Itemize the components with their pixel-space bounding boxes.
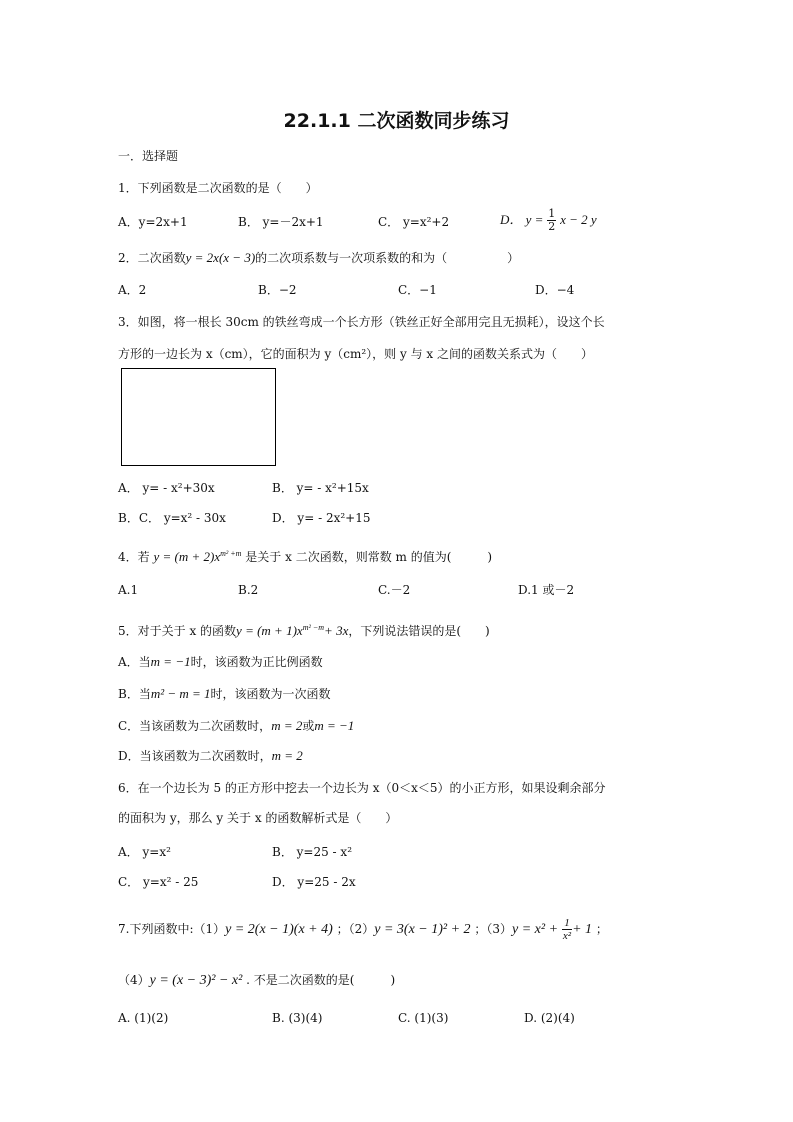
question-7-option-c: C. (1)(3): [398, 1011, 449, 1025]
question-6-option-d: D． y=25 - 2x: [272, 875, 356, 889]
question-1-option-a: A．y=2x+1: [118, 215, 188, 229]
question-5-option-b-suffix: 时，该函数为一次函数: [210, 687, 331, 701]
question-1-option-d-suffix: x − 2 y: [560, 212, 597, 227]
question-3-line-1: 3．如图，将一根长 30cm 的铁丝弯成一个长方形（铁丝正好全部用完且无损耗），设这个长: [118, 315, 605, 329]
question-5-option-d-math: m = 2: [271, 748, 303, 763]
question-5-stem-exponent: m² −m: [302, 623, 325, 632]
question-7-sep-4: ；: [595, 922, 608, 936]
question-2-stem-math: y = 2x(x − 3): [185, 250, 256, 265]
question-4-stem-exponent: m² +m: [220, 549, 242, 558]
question-1-option-b: B． y=－2x+1: [238, 215, 324, 229]
question-4-stem: [118, 546, 492, 565]
question-6-option-b: B． y=25 - x²: [272, 845, 352, 859]
question-5-option-a-math: m = −1: [150, 654, 191, 669]
question-7-function-3: y = x² +: [512, 922, 559, 937]
question-3-option-d: D． y= - 2x²+15: [272, 511, 371, 525]
question-6-option-a: A． y=x²: [118, 845, 171, 859]
question-5-option-c-math-1: m = 2: [271, 718, 303, 733]
fraction-numerator: 1: [548, 207, 556, 220]
question-7-function-3-tail: + 1: [572, 922, 593, 937]
question-5-option-c-prefix: C．当该函数为二次函数时，: [118, 719, 272, 733]
question-1-option-d: [500, 208, 597, 233]
section-heading: 一．选择题: [118, 149, 179, 163]
question-2-option-a: A．2: [118, 283, 147, 297]
question-1-stem: 1．下列函数是二次函数的是（ ）: [118, 181, 318, 195]
question-3-line-2: 方形的一边长为 x（cm），它的面积为 y（cm²），则 y 与 x 之间的函数关系式为（ ）: [118, 347, 593, 361]
fraction-denominator: 2: [548, 220, 556, 233]
question-5-option-b: [118, 686, 331, 702]
question-4-stem-suffix: 是关于 x 二次函数，则常数 m 的值为( ): [245, 550, 493, 564]
question-5-option-b-prefix: B．当: [118, 687, 151, 701]
question-5-stem-prefix: 5．对于关于 x 的函数: [118, 624, 237, 638]
rectangle-figure: [121, 368, 276, 466]
question-7-line-1: [118, 914, 608, 945]
question-6-option-c: C． y=x² - 25: [118, 875, 199, 889]
question-7-prefix: 7.下列函数中:（1）: [118, 922, 226, 936]
question-3-option-b: B． y= - x²+15x: [272, 481, 369, 495]
question-3-option-a: A． y= - x²+30x: [118, 481, 215, 495]
question-5-option-a: [118, 654, 323, 670]
question-2-stem-suffix: 的二次项系数与一次项系数的和为（ ）: [255, 251, 520, 265]
page-title: 22.1.1 二次函数同步练习: [283, 110, 510, 132]
question-7-function-1: y = 2(x − 1)(x + 4): [225, 922, 333, 937]
question-7-line-2-suffix: . 不是二次函数的是( ): [246, 973, 396, 987]
question-5-option-a-prefix: A．当: [118, 655, 151, 669]
question-4-option-b: B.2: [238, 583, 259, 597]
question-4-option-d: D.1 或－2: [518, 583, 575, 597]
question-5-option-c: [118, 718, 354, 734]
question-7-option-a: A. (1)(2): [118, 1011, 169, 1025]
question-2-option-c: C．−1: [398, 283, 437, 297]
question-1-option-d-fraction: [547, 208, 556, 233]
question-1-option-d-prefix: D． y =: [500, 212, 544, 227]
fraction-denominator: x²: [562, 930, 572, 942]
question-4-stem-prefix: 4．若: [118, 550, 150, 564]
question-4-option-a: A.1: [118, 583, 139, 597]
question-5-option-b-math: m² − m = 1: [150, 686, 211, 701]
question-2-option-d: D．−4: [535, 283, 575, 297]
question-5-option-a-suffix: 时，该函数为正比例函数: [190, 655, 323, 669]
question-2-stem-prefix: 2．二次函数: [118, 251, 186, 265]
question-7-line-2-prefix: （4）: [118, 973, 150, 987]
question-7-function-2: y = 3(x − 1)² + 2: [374, 922, 471, 937]
question-6-line-1: 6．在一个边长为 5 的正方形中挖去一个边长为 x（0＜x＜5）的小正方形，如果设剩余部分: [118, 781, 606, 795]
question-4-stem-math: y = (m + 2)x: [153, 549, 221, 564]
question-5-stem-math-2: + 3x: [324, 623, 349, 638]
question-5-stem-math: y = (m + 1)x: [236, 623, 303, 638]
question-5-option-d-prefix: D．当该函数为二次函数时，: [118, 749, 272, 763]
question-5-option-d: [118, 748, 303, 764]
question-7-line-2: [118, 972, 395, 989]
question-5-stem-suffix: ，下列说法错误的是( ): [348, 624, 490, 638]
question-5-option-c-math-2: m = −1: [314, 718, 355, 733]
question-7-sep-3: ；（3）: [474, 922, 513, 936]
question-7-function-4: y = (x − 3)² − x²: [149, 973, 243, 988]
question-4-option-c: C.－2: [378, 583, 411, 597]
question-5-stem: [118, 620, 490, 639]
question-3-option-c: B．C． y=x² - 30x: [118, 511, 226, 525]
question-6-line-2: 的面积为 y，那么 y 关于 x 的函数解析式是（ ）: [118, 811, 398, 825]
question-7-sep-2: ；（2）: [336, 922, 375, 936]
question-2-option-b: B．−2: [258, 283, 297, 297]
question-7-function-3-fraction: [562, 917, 572, 942]
question-7-option-b: B. (3)(4): [272, 1011, 323, 1025]
question-5-option-c-mid: 或: [302, 719, 315, 733]
fraction-numerator: 1: [562, 917, 572, 930]
question-2-stem: [118, 250, 519, 266]
question-1-option-c: C． y=x²+2: [378, 215, 450, 229]
question-7-option-d: D. (2)(4): [524, 1011, 575, 1025]
